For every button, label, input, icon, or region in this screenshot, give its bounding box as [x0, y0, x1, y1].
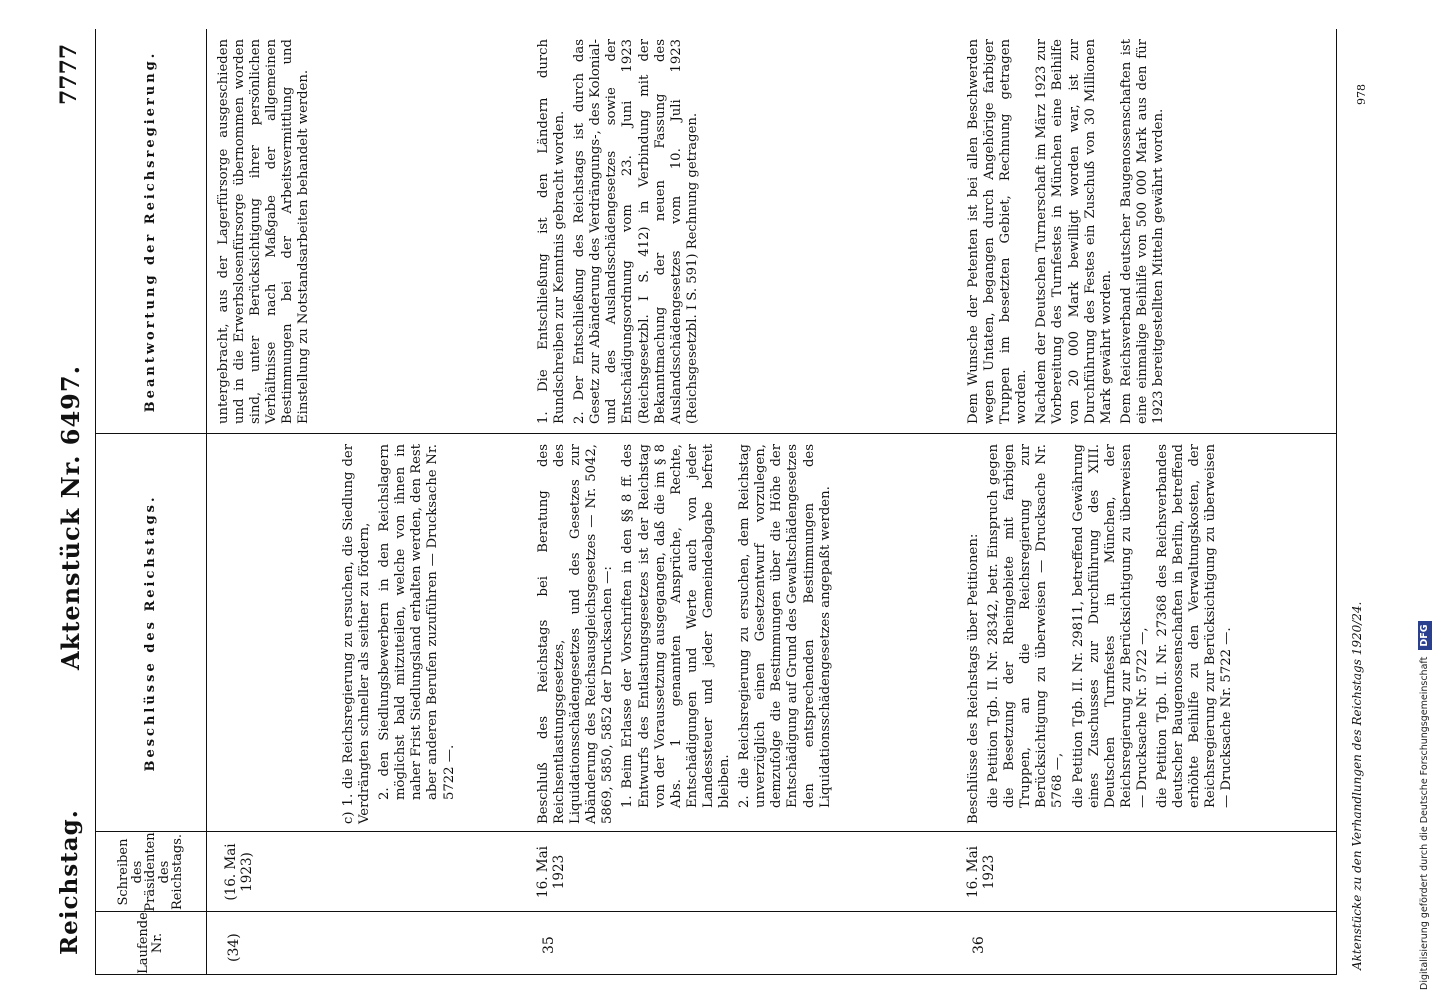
- decision-paragraph: die Petition Tgb. II. Nr. 28342, betr. Einspruch gegen die Besetzung der Rheingebiete mit farbigen Truppen, an die Reichsregierung zur Berücksichtigung zu überweisen — Drucksache Nr. 5768 —,: [986, 444, 1066, 808]
- answer-paragraph: 1. Die Entschließung ist den Ländern durch Rundschreiben zur Kenntnis gebracht worden.: [536, 39, 568, 424]
- row-decision: [341, 444, 462, 824]
- page-header-number: 7777: [56, 43, 82, 105]
- decision-paragraph: 2. die Reichsregierung zu ersuchen, dem Reichstag unverzüglich einen Gesetzentwurf vorzulegen, demzufolge die Bestimmungen über die Höhe der Entschädigung auf Grund des Gewaltschädengesetzes den entsprechenden Bestimmungen des Liquidationsschädengesetzes angepaßt werden.: [737, 444, 833, 808]
- decision-paragraph: Beschluß des Reichstags bei Beratung des Reichsentlastungsgesetzes, des Liquidationsschädengesetzes und des Gesetzes zur Abänderung des Reichsausgleichsgesetzes — Nr. 5042, 5869, 5850, 5852 der Drucksachen —:: [536, 444, 616, 824]
- row-answer: [966, 39, 1171, 424]
- dfg-credit-text: Digitalisierung gefördert durch die Deutsche Forschungsgemeinschaft: [1419, 656, 1430, 990]
- col-divider-2: [96, 831, 1336, 832]
- page-number: 978: [1355, 84, 1368, 105]
- row-date: 16. Mai 1923: [535, 846, 567, 898]
- column-header-answer: Beantwortung der Reichsregierung.: [143, 50, 159, 413]
- dfg-logo: DFG: [1418, 621, 1432, 649]
- row-date: (16. Mai 1923): [223, 843, 255, 901]
- dfg-sidebar: [1415, 10, 1434, 990]
- column-header-decisions: Beschlüsse des Reichstags.: [143, 494, 159, 772]
- answer-paragraph: Nachdem der Deutschen Turnerschaft im März 1923 zur Vorbereitung des Turnfestes in München eine Beihilfe von 20 000 Mark bewilligt worden war, ist zur Durchführung des Festes ein Zuschuß von 30 Millionen Mark gewährt worden.: [1034, 39, 1114, 424]
- row-answer: [536, 39, 705, 424]
- answer-paragraph: 2. Der Entschließung des Reichstags ist durch das Gesetz zur Abänderung des Verdrängungs-, des Kolonial- und des Auslandsschädengesetzes sowie der Entschädigungsordnung vom 23. Juni 1923 (Reichsgesetzbl. I S. 412) in Verbindung mit der Bekanntmachung der neuen Fassung des Auslandsschädengesetzes vom 10. Juli 1923 (Reichsgesetzbl. I S. 591) Rechnung getragen.: [572, 39, 700, 424]
- column-header-letter: Schreiben des Präsidenten des Reichstags.: [115, 832, 186, 912]
- answer-paragraph: untergebracht, aus der Lagerfürsorge ausgeschieden und in die Erwerbslosenfürsorge übernommen worden sind, unter Berücksichtigung ihrer persönlichen Verhältnisse nach Maßgabe der allgemeinen Bestimmungen bei der Arbeitsvermittlung und Einstellung zu Notstandsarbeiten behandelt werden.: [216, 39, 312, 424]
- header-divider: [206, 29, 207, 974]
- decision-paragraph: c) 1. die Reichsregierung zu ersuchen, die Siedlung der Verdrängten schneller als seither zu fördern,: [341, 444, 373, 824]
- decision-paragraph: die Petition Tgb. II. Nr. 27368 des Reichsverbandes deutscher Baugenossenschaften in Berlin, betreffend erhöhte Beihilfe zu den Verwaltungskosten, der Reichsregierung zur Berücksichtigung zu überweisen — Drucksache Nr. 5722 —.: [1155, 444, 1235, 808]
- page-header-title: Aktenstück Nr. 6497.: [56, 365, 85, 670]
- row-answer: [216, 39, 317, 424]
- row-date: 16. Mai 1923: [965, 846, 997, 898]
- column-header-number: Laufende Nr.: [136, 912, 165, 974]
- page-footer: Aktenstücke zu den Verhandlungen des Reichstags 1920/24.: [1350, 601, 1364, 970]
- decision-paragraph: 2. den Siedlungsbewerbern in den Reichslagern möglichst bald mitzuteilen, welche von ihnen in naher Frist Siedlungsland erhalten werden, den Rest aber anderen Berufen zuzuführen — Drucksache Nr. 5722 —.: [377, 444, 457, 800]
- col-divider-1: [96, 911, 1336, 912]
- row-number: 36: [971, 936, 987, 954]
- answer-paragraph: Dem Wunsche der Petenten ist bei allen Beschwerden wegen Untaten, begangen durch Angehörige farbiger Truppen im besetzten Gebiet, Rechnung getragen worden.: [966, 39, 1030, 424]
- row-decision: [966, 444, 1240, 824]
- decision-paragraph: die Petition Tgb. II. Nr. 29811, betreffend Gewährung eines Zuschusses zur Durchführung des XIII. Deutschen Turnfestes in München, der Reichsregierung zur Berücksichtigung zu überweisen — Drucksache Nr. 5722 —,: [1070, 444, 1150, 808]
- decision-paragraph: Beschlüsse des Reichstags über Petitionen:: [966, 533, 981, 824]
- row-number: 35: [541, 936, 557, 954]
- row-number: (34): [226, 933, 242, 962]
- page-header-left: Reichstag.: [56, 809, 83, 955]
- document-table: [95, 29, 1337, 975]
- col-divider-3: [96, 433, 1336, 434]
- decision-paragraph: 1. Beim Erlasse der Vorschriften in den §§ 8 ff. des Entwurfs des Entlastungsgesetzes ist der Reichstag von der Voraussetzung ausgegangen, daß die im § 8 Abs. 1 genannten Ansprüche, Rechte, Entschädigungen und Werte auch von jeder Landessteuer und jeder Gemeindeabgabe befreit bleiben.: [620, 444, 733, 808]
- dfg-credit: [1415, 10, 1434, 990]
- row-decision: [536, 444, 838, 824]
- answer-paragraph: Dem Reichsverband deutscher Baugenossenschaften ist eine einmalige Beihilfe von 500 000 Mark aus den für 1923 bereitgestellten Mitteln gewährt worden.: [1118, 39, 1167, 424]
